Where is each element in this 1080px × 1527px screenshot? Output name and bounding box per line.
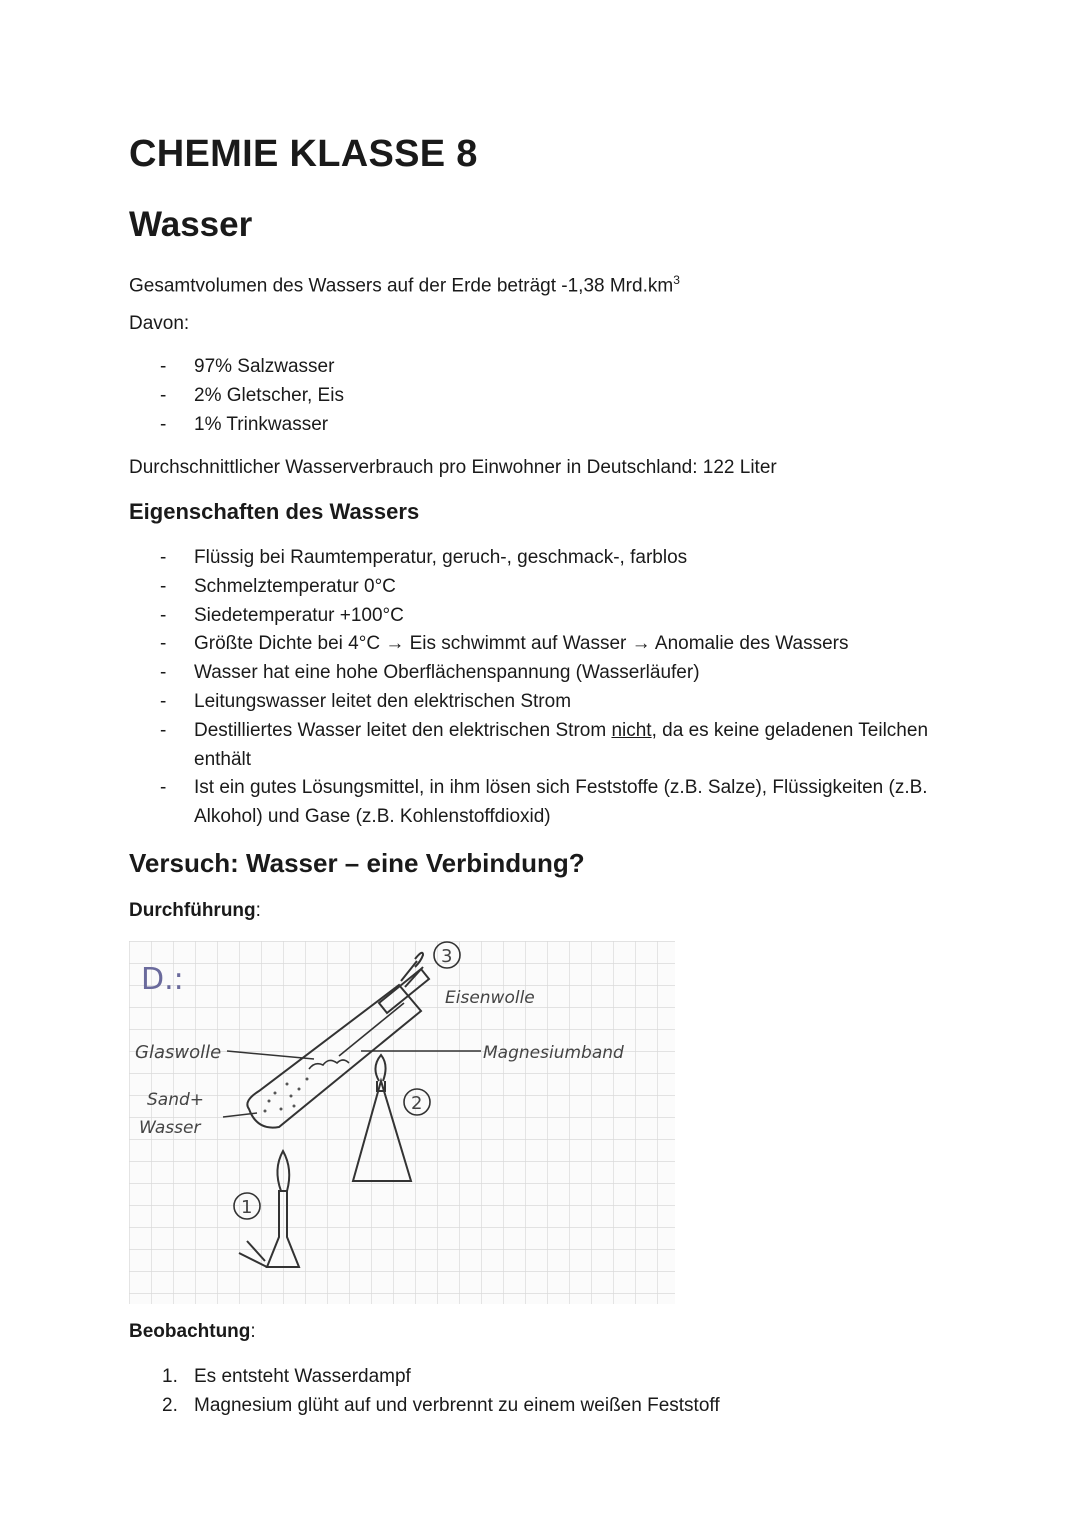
list-item: - Größte Dichte bei 4°C → Eis schwimmt auf Wasser → Anomalie des Wassers (129, 630, 964, 659)
davon-label: Davon: (129, 313, 190, 334)
item-text: Magnesium glüht auf und verbrennt zu einem weißen Feststoff (194, 1394, 720, 1416)
section-title: Wasser (129, 205, 253, 244)
marker-1: 1 (241, 1197, 253, 1218)
label-magnesium: Magnesiumband (483, 1043, 624, 1063)
observation-label-colon: : (250, 1321, 256, 1342)
item-number: 1. (162, 1366, 178, 1387)
procedure-label-text: Durchführung (129, 900, 256, 921)
distilled-before: Destilliertes Wasser leitet den elektrischen Strom (194, 719, 612, 741)
document-title: CHEMIE KLASSE 8 (129, 133, 478, 175)
list-item: - Flüssig bei Raumtemperatur, geruch-, geschmack-, farblos (129, 544, 964, 573)
item-text: Es entsteht Wasserdampf (194, 1366, 411, 1387)
list-item: - 1% Trinkwasser (129, 411, 344, 440)
volume-exponent: 3 (673, 273, 680, 287)
distribution-list (129, 353, 344, 439)
marker-3: 3 (441, 946, 453, 967)
experiment-heading: Versuch: Wasser – eine Verbindung? (129, 848, 585, 878)
procedure-label (129, 900, 261, 922)
list-item-solvent: - Ist ein gutes Lösungsmittel, in ihm lösen sich Feststoffe (z.B. Salze), Flüssigkeiten (z.B. Alkohol) und Gase (z.B. Kohlenstoffdioxid) (129, 774, 964, 832)
volume-line (129, 266, 680, 301)
consumption-line: Durchschnittlicher Wasserverbrauch pro Einwohner in Deutschland: 122 Liter (129, 457, 777, 478)
label-sand: Sand+ (147, 1090, 205, 1110)
list-item: - Schmelztemperatur 0°C (129, 573, 964, 602)
sketch-title: D.: (141, 962, 184, 997)
observation-label (129, 1321, 256, 1343)
label-wasser: Wasser (139, 1118, 201, 1138)
list-item: - Siedetemperatur +100°C (129, 602, 964, 631)
label-glaswolle: Glaswolle (135, 1042, 222, 1063)
experiment-sketch (129, 941, 675, 1304)
observations-list (129, 1363, 720, 1421)
label-eisenwolle: Eisenwolle (445, 988, 535, 1008)
distilled-after: , da es keine geladenen Teilchen enthält (194, 719, 929, 770)
properties-heading: Eigenschaften des Wassers (129, 499, 420, 524)
list-item: - 2% Gletscher, Eis (129, 382, 344, 411)
marker-2: 2 (411, 1093, 423, 1114)
list-item: - Wasser hat eine hohe Oberflächenspannung (Wasserläufer) (129, 659, 964, 688)
list-item: - Leitungswasser leitet den elektrischen Strom (129, 688, 964, 717)
properties-list (129, 544, 964, 832)
volume-text: Gesamtvolumen des Wassers auf der Erde beträgt -1,38 Mrd.km (129, 275, 674, 297)
procedure-label-colon: : (255, 900, 261, 921)
grid-lines (129, 941, 675, 1304)
list-item (129, 1392, 720, 1421)
distilled-underlined: nicht (611, 719, 652, 741)
observation-label-text: Beobachtung (129, 1321, 251, 1342)
list-item-distilled (129, 717, 964, 775)
item-number: 2. (162, 1394, 178, 1416)
list-item: - 97% Salzwasser (129, 353, 344, 382)
list-item (129, 1363, 720, 1392)
